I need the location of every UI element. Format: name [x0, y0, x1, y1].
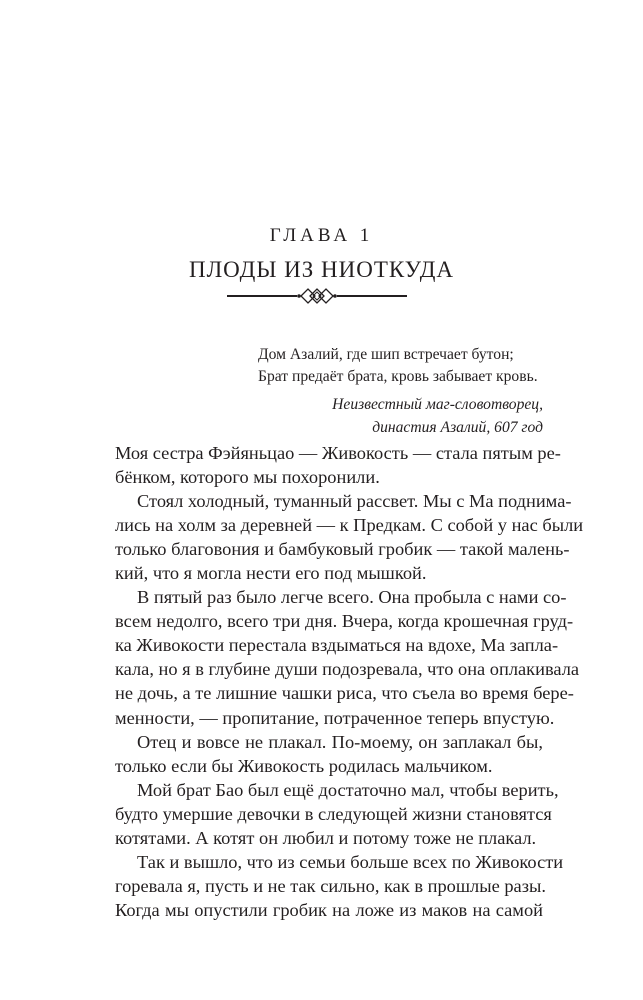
epigraph-line: Брат предаёт брата, кровь забывает кровь. — [258, 367, 538, 385]
text-line: Мой брат Бао был ещё достаточно мал, чтобы верить, — [137, 779, 559, 800]
text-line: Когда мы опустили гробик на ложе из маков на самой — [115, 899, 543, 920]
chapter-body-text — [115, 441, 584, 922]
attribution-line: Неизвестный маг-словотворец, — [332, 396, 543, 413]
text-line: всем недолго, всего три дня. Вчера, когда крошечная груд- — [115, 611, 574, 632]
text-line: ка Живокости перестала вздыматься на вдохе, Ма запла- — [115, 635, 559, 656]
epigraph — [258, 344, 538, 387]
text-line: горевала я, пусть и не так сильно, как в прошлые разы. — [115, 875, 546, 896]
text-line: только благовония и бамбуковый гробик — такой малень- — [115, 539, 570, 560]
text-line: бёнком, которого мы похоронили. — [115, 467, 380, 488]
chapter-title: ПЛОДЫ ИЗ НИОТКУДА — [188, 257, 455, 282]
text-line: Так и вышло, что из семьи больше всех по Живокости — [137, 851, 564, 872]
text-line: Моя сестра Фэйяньцао — Живокость — стала пятым ре- — [115, 443, 561, 463]
epigraph-line: Дом Азалий, где шип встречает бутон; — [258, 346, 514, 363]
chapter-divider-ornament — [227, 285, 407, 307]
text-line: будто умершие девочки в следующей жизни становятся — [115, 803, 552, 824]
text-line: Отец и вовсе не плакал. По-моему, он заплакал бы, — [137, 731, 543, 752]
text-line: лись на холм за деревней — к Предкам. С собой у нас были — [115, 515, 584, 536]
text-line: только если бы Живокость родилась мальчиком. — [115, 755, 493, 776]
text-line: Стоял холодный, туманный рассвет. Мы с Ма поднима- — [137, 491, 572, 512]
text-line: менности, — пропитание, потраченное теперь впустую. — [115, 707, 555, 728]
chapter-number: ГЛАВА 1 — [269, 225, 374, 246]
text-line: котятами. А котят он любил и потому тоже не плакал. — [115, 827, 537, 848]
text-line: кала, но я в глубине души подозревала, что она оплакивала — [115, 659, 580, 680]
attribution-line: династия Азалий, 607 год — [372, 419, 543, 436]
text-line: не дочь, а те лишние чашки риса, что съела во время бере- — [115, 683, 574, 704]
epigraph-attribution — [332, 393, 543, 439]
text-line: кий, что я могла нести его под мышкой. — [115, 563, 427, 584]
text-line: В пятый раз было легче всего. Она пробыла с нами со- — [137, 587, 567, 608]
